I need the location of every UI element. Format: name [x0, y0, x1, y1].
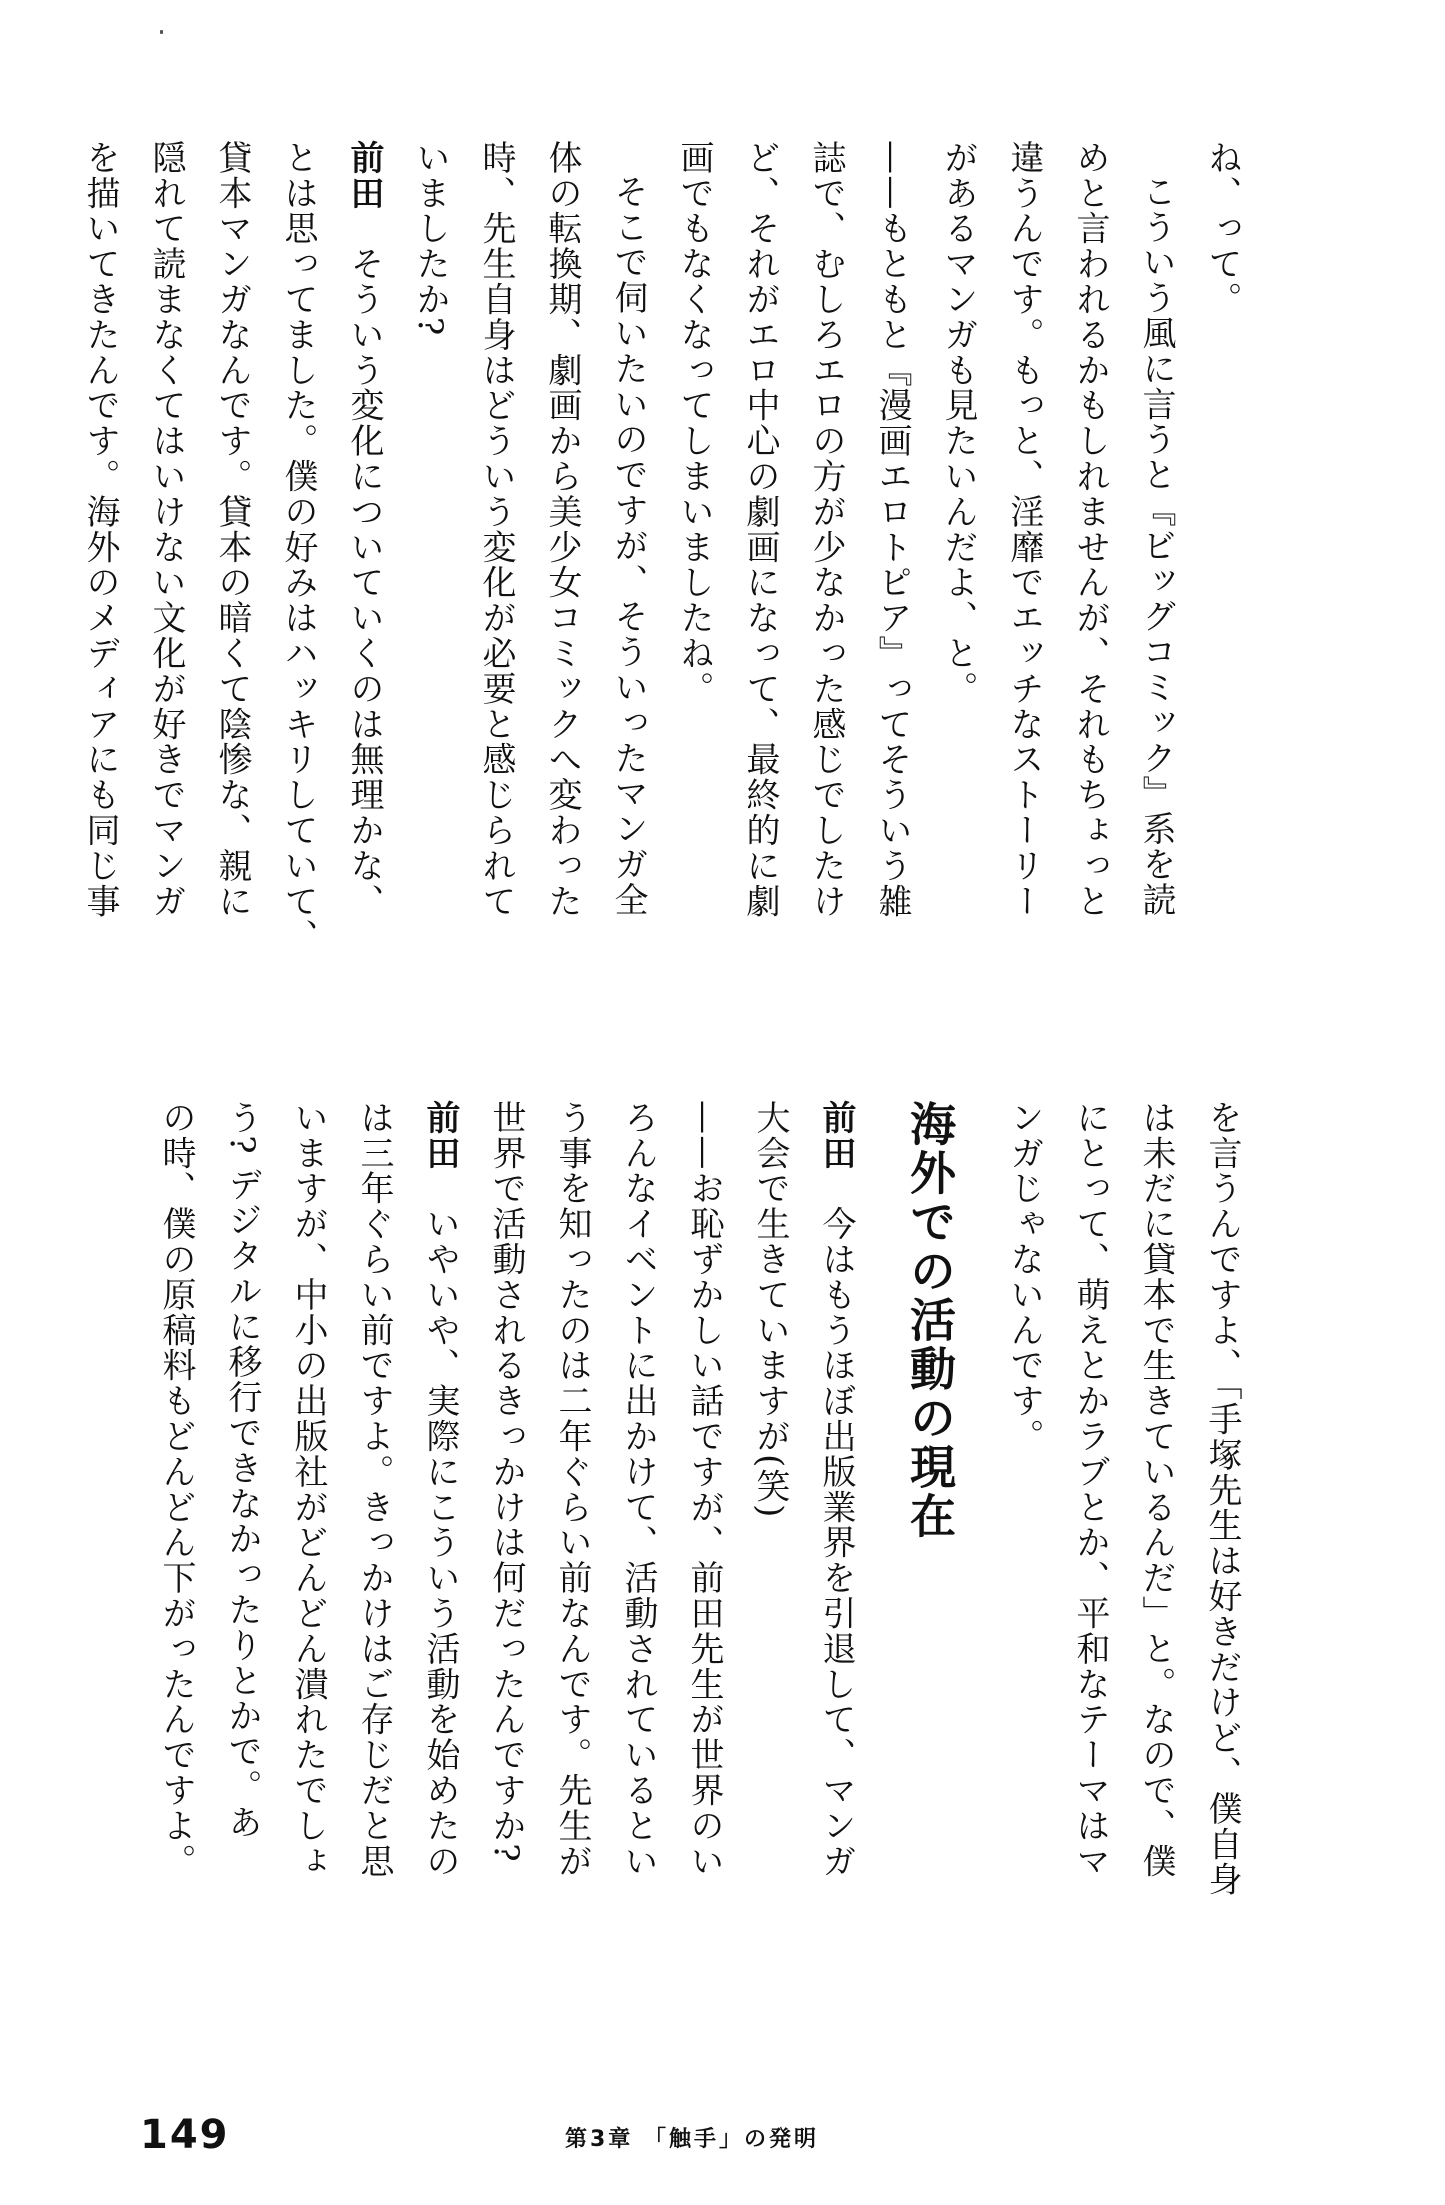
text-line: ど、それがエロ中心の劇画になって、最終的に劇	[740, 140, 780, 919]
speaker-label: 前田	[816, 1100, 856, 1171]
text-line: があるマンガも見たいんだよ、と。	[938, 140, 978, 707]
text-line: 大会で生きていますが(笑)	[750, 1100, 790, 1519]
running-title: 第3章 「触手」の発明	[565, 2127, 819, 2152]
bottom-text-block	[143, 1100, 1255, 2000]
text-line: の時、僕の原稿料もどんどん下がったんですよ。	[156, 1100, 196, 1879]
text-line: とは思ってました。僕の好みはハッキリしていて、	[278, 140, 318, 955]
text-line: こういう風に言うと『ビッグコミック』系を読	[1136, 174, 1176, 918]
text-line: を言うんですよ、「手塚先生は好きだけど、僕自身	[1202, 1100, 1242, 1898]
speaker-line	[803, 1100, 869, 2000]
scan-speck	[160, 30, 163, 34]
speaker-line	[407, 1100, 473, 2000]
text-line: そういう変化についていくのは無理かな、	[344, 246, 384, 919]
text-line: は未だに貸本で生きているんだ」と。なので、僕	[1136, 1100, 1176, 1879]
text-line: そこで伺いたいのですが、そういったマンガ全	[608, 174, 648, 918]
speaker-line	[331, 140, 397, 1070]
text-line: にとって、萌えとかラブとか、平和なテーマはマ	[1070, 1100, 1110, 1879]
speaker-label: 前田	[344, 140, 384, 211]
text-line: う? デジタルに移行できなかったりとかで。あ	[222, 1100, 262, 1840]
text-line: いますが、中小の出版社がどんどん潰れたでしょ	[288, 1100, 328, 1879]
text-line: は三年ぐらい前ですよ。きっかけはご存じだと思	[354, 1100, 394, 1879]
text-line: 誌で、むしろエロの方が少なかった感じでしたけ	[806, 140, 846, 919]
text-line: 今はもうほぼ出版業界を引退して、マンガ	[816, 1206, 856, 1879]
text-line: ンガじゃないんです。	[1004, 1100, 1044, 1454]
text-line: ——もともと『漫画エロトピア』ってそういう雑	[872, 140, 912, 919]
text-line: 時、先生自身はどういう変化が必要と感じられて	[476, 140, 516, 919]
text-line: いましたか?	[410, 140, 450, 337]
text-line: を描いてきたんです。海外のメディアにも同じ事	[80, 140, 120, 919]
text-line: ——お恥ずかしい話ですが、前田先生が世界のい	[684, 1100, 724, 1879]
page-number: 149	[140, 2112, 230, 2158]
top-text-block	[67, 140, 1255, 1070]
text-line: 違うんです。もっと、淫靡でエッチなストーリー	[1004, 140, 1044, 919]
text-line: 貸本マンガなんです。貸本の暗くて陰惨な、親に	[212, 140, 252, 919]
text-line: 隠れて読まなくてはいけない文化が好きでマンガ	[146, 140, 186, 919]
text-line: 世界で活動されるきっかけは何だったんですか?	[486, 1100, 526, 1864]
text-line: ろんなイベントに出かけて、活動されているとい	[618, 1100, 658, 1879]
text-line: めと言われるかもしれませんが、それもちょっと	[1070, 140, 1110, 919]
text-line: 画でもなくなってしまいましたね。	[674, 140, 714, 707]
text-line: ね、って。	[1202, 140, 1242, 317]
text-line: 体の転換期、劇画から美少女コミックへ変わった	[542, 140, 582, 919]
text-line: う事を知ったのは二年ぐらい前なんです。先生が	[552, 1100, 592, 1879]
speaker-label: 前田	[420, 1100, 460, 1171]
text-line: いやいや、実際にこういう活動を始めたの	[420, 1206, 460, 1879]
section-heading: 海外での活動の現在	[903, 1100, 957, 1541]
